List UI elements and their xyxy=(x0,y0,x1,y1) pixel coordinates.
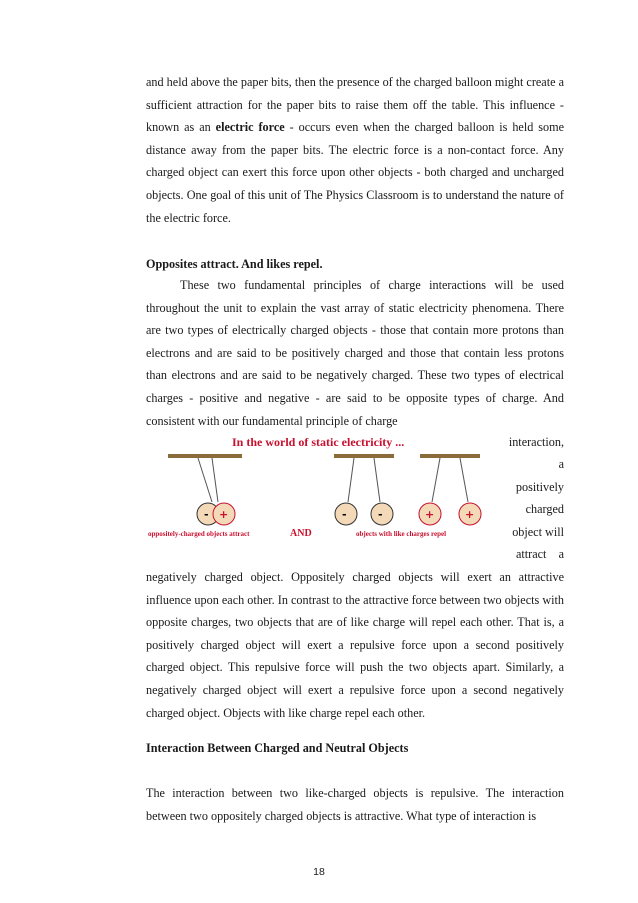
string xyxy=(432,458,440,502)
string xyxy=(460,458,468,502)
wrap-line: positively xyxy=(515,480,564,494)
charge-sign: + xyxy=(465,508,475,521)
wrap-line: charged xyxy=(525,502,564,516)
hanger-bar xyxy=(420,454,480,458)
paragraph-interaction: The interaction between two like-charged objects is repulsive. The interaction between two oppositely charged objects is attractive. What type of interaction is xyxy=(146,786,564,823)
charge-sign: + xyxy=(219,508,229,521)
charge-interaction-figure xyxy=(148,432,498,542)
hanger-bar xyxy=(168,454,242,458)
bold-term: electric force xyxy=(215,120,285,135)
paragraph-text: - occurs even when the charged balloon is held some distance away from the paper bits. The electric force is a non-contact force. Any charged object can exert this force upon other objects - both charged and uncharged objects. One goal of this unit of The Physics Classroom is to understand the nature of the electric force. xyxy=(146,120,564,225)
figure-svg xyxy=(148,432,498,542)
hanger-bar xyxy=(334,454,394,458)
string xyxy=(198,458,212,502)
page-number: 18 xyxy=(313,866,325,878)
paragraph-like-charges: negatively charged object. Oppositely charged objects will exert an attractive influence upon each other. In contrast to the attractive force between two objects with opposite charges, two objects that are of like charge will repel each other. That is, a positively charged object will exert a repulsive force upon a second positively charged object. This repulsive force will push the two objects apart. Similarly, a negatively charged object will exert a repulsive force upon a second negatively charged object. Objects with like charge repel each other. xyxy=(146,570,564,720)
charge-sign: + xyxy=(425,508,435,521)
charge-sign: - xyxy=(378,508,383,521)
paragraph-text: and held above the paper bits, then the presence of the charged balloon might create a sufficient attraction for the paper bits to raise them off the table. This influence - known as an xyxy=(146,75,564,135)
charge-sign: - xyxy=(204,508,209,521)
paragraph-charge-types: These two fundamental principles of charge interactions will be used throughout the unit to explain the vast array of static electricity phenomena. There are two types of electrically charged objects - those that contain more protons than electrons and are said to be positively charged and those that contain less protons than electrons and are said to be negatively charged. These two types of electrical charges - positive and negative - are said to be opposite types of charge. And consistent with our fundamental principle of charge xyxy=(146,278,564,428)
heading-neutral-objects: Interaction Between Charged and Neutral Objects xyxy=(146,741,409,755)
wrap-line: interaction, xyxy=(508,435,564,449)
wrap-line: attract a xyxy=(515,547,564,561)
paragraph-electric-force xyxy=(146,71,564,229)
string xyxy=(348,458,354,502)
wrap-line: a xyxy=(558,457,564,471)
charge-sign: - xyxy=(342,508,347,521)
figure-title: In the world of static electricity ... xyxy=(232,435,405,449)
heading-opposites-attract: Opposites attract. And likes repel. xyxy=(146,257,323,271)
string xyxy=(212,458,218,502)
string xyxy=(374,458,380,502)
wrap-line: object will xyxy=(512,525,564,539)
caption-repel: objects with like charges repel xyxy=(356,530,447,538)
caption-and: AND xyxy=(290,528,312,539)
caption-attract: oppositely-charged objects attract xyxy=(148,530,250,538)
